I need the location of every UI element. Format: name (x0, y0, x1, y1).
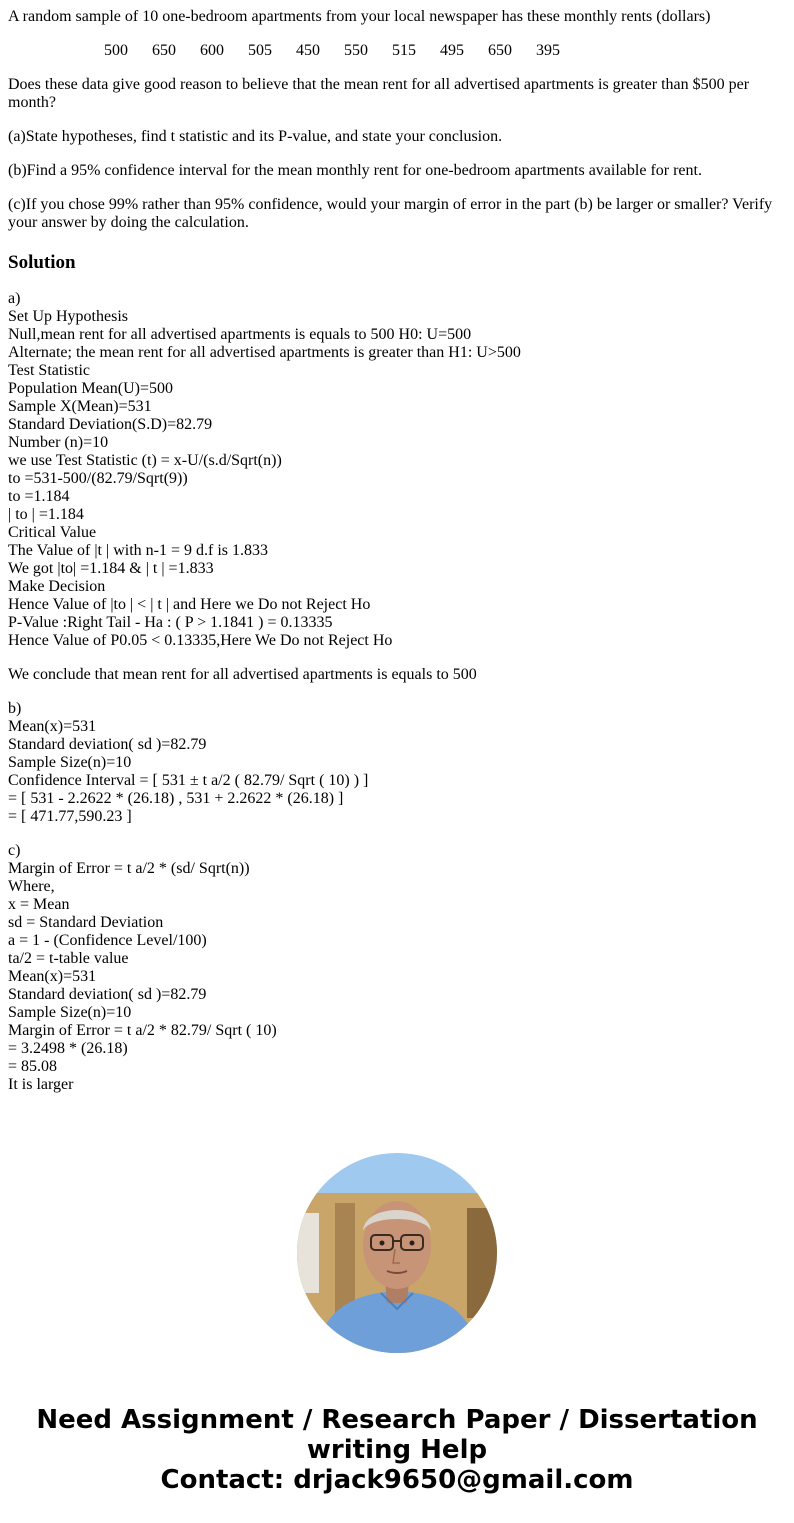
solution-line: ta/2 = t-table value (8, 950, 129, 967)
solution-line: Sample Size(n)=10 (8, 1004, 132, 1021)
rent-value: 600 (200, 42, 224, 59)
question-part-c: (c)If you chose 99% rather than 95% confidence, would your margin of error in the part (b) be larger or smaller? Verify your answer by doing the calculation. (8, 196, 773, 231)
solution-line: | to | =1.184 (8, 506, 84, 523)
solution-line: a = 1 - (Confidence Level/100) (8, 932, 207, 949)
solution-line: we use Test Statistic (t) = x-U/(s.d/Sqrt(n)) (8, 452, 282, 469)
solution-part-b (8, 700, 786, 826)
solution-line: Margin of Error = t a/2 * 82.79/ Sqrt ( 10) (8, 1022, 277, 1039)
right-eye (410, 1241, 415, 1246)
solution-conclusion: We conclude that mean rent for all advertised apartments is equals to 500 (8, 666, 477, 683)
solution-line: Null,mean rent for all advertised apartments is equals to 500 H0: U=500 (8, 326, 472, 343)
solution-line: = [ 531 - 2.2622 * (26.18) , 531 + 2.2622 * (26.18) ] (8, 790, 344, 807)
solution-line: The Value of |t | with n-1 = 9 d.f is 1.833 (8, 542, 268, 559)
pillar (335, 1203, 355, 1313)
solution-line: Hence Value of |to | < | t | and Here we Do not Reject Ho (8, 596, 371, 613)
solution-line: Sample Size(n)=10 (8, 754, 132, 771)
solution-line: a) (8, 290, 21, 307)
question-part-a: (a)State hypotheses, find t statistic and its P-value, and state your conclusion. (8, 128, 503, 145)
solution-line: Population Mean(U)=500 (8, 380, 173, 397)
document-page (8, 0, 786, 1094)
question-intro: A random sample of 10 one-bedroom apartments from your local newspaper has these monthly rents (dollars) (8, 8, 711, 25)
rent-value: 650 (488, 42, 512, 59)
rent-value: 550 (344, 42, 368, 59)
solution-line: b) (8, 700, 22, 717)
solution-line: P-Value :Right Tail - Ha : ( P > 1.1841 ) = 0.13335 (8, 614, 333, 631)
footer-line-1: Need Assignment / Research Paper / Dissertation (36, 1405, 758, 1435)
solution-line: Critical Value (8, 524, 97, 541)
solution-line: Test Statistic (8, 362, 90, 379)
solution-line: = [ 471.77,590.23 ] (8, 808, 132, 825)
door-panel (467, 1208, 497, 1318)
solution-heading: Solution (8, 252, 76, 273)
solution-line: sd = Standard Deviation (8, 914, 164, 931)
solution-line: Standard deviation( sd )=82.79 (8, 986, 207, 1003)
solution-line: It is larger (8, 1076, 74, 1093)
solution-line: Alternate; the mean rent for all advertised apartments is greater than H1: U>500 (8, 344, 521, 361)
solution-line: Margin of Error = t a/2 * (sd/ Sqrt(n)) (8, 860, 250, 877)
solution-part-a (8, 290, 786, 650)
solution-line: to =1.184 (8, 488, 70, 505)
footer-line-2: writing Help (306, 1435, 488, 1465)
solution-line: Make Decision (8, 578, 106, 595)
author-portrait-image (297, 1153, 497, 1353)
question-text: Does these data give good reason to believe that the mean rent for all advertised apartments is greater than $500 per month? (8, 76, 750, 111)
rent-value: 495 (440, 42, 464, 59)
solution-line: Sample X(Mean)=531 (8, 398, 152, 415)
solution-line: = 3.2498 * (26.18) (8, 1040, 128, 1057)
solution-line: Confidence Interval = [ 531 ± t a/2 ( 82.79/ Sqrt ( 10) ) ] (8, 772, 369, 789)
solution-line: Standard deviation( sd )=82.79 (8, 736, 207, 753)
footer-contact: Contact: drjack9650@gmail.com (160, 1465, 634, 1495)
author-photo (297, 1153, 497, 1353)
solution-line: Standard Deviation(S.D)=82.79 (8, 416, 213, 433)
rent-value: 500 (104, 42, 128, 59)
solution-line: = 85.08 (8, 1058, 58, 1075)
solution-line: x = Mean (8, 896, 70, 913)
solution-line: Number (n)=10 (8, 434, 109, 451)
wall-panel (297, 1213, 319, 1293)
solution-line: We got |to| =1.184 & | t | =1.833 (8, 560, 214, 577)
rent-value: 650 (152, 42, 176, 59)
solution-line: to =531-500/(82.79/Sqrt(9)) (8, 470, 188, 487)
solution-part-c (8, 842, 786, 1094)
rent-value: 450 (296, 42, 320, 59)
solution-line: Where, (8, 878, 55, 895)
solution-line: Hence Value of P0.05 < 0.13335,Here We Do not Reject Ho (8, 632, 393, 649)
rent-value: 515 (392, 42, 416, 59)
footer-banner (0, 1405, 794, 1495)
rent-value: 505 (248, 42, 272, 59)
solution-line: Mean(x)=531 (8, 718, 97, 735)
solution-line: c) (8, 842, 21, 859)
solution-line: Set Up Hypothesis (8, 308, 128, 325)
solution-line: Mean(x)=531 (8, 968, 97, 985)
left-eye (380, 1241, 385, 1246)
rent-values-row (8, 42, 786, 60)
question-part-b: (b)Find a 95% confidence interval for the mean monthly rent for one-bedroom apartments available for rent. (8, 162, 702, 179)
rent-value: 395 (536, 42, 560, 59)
